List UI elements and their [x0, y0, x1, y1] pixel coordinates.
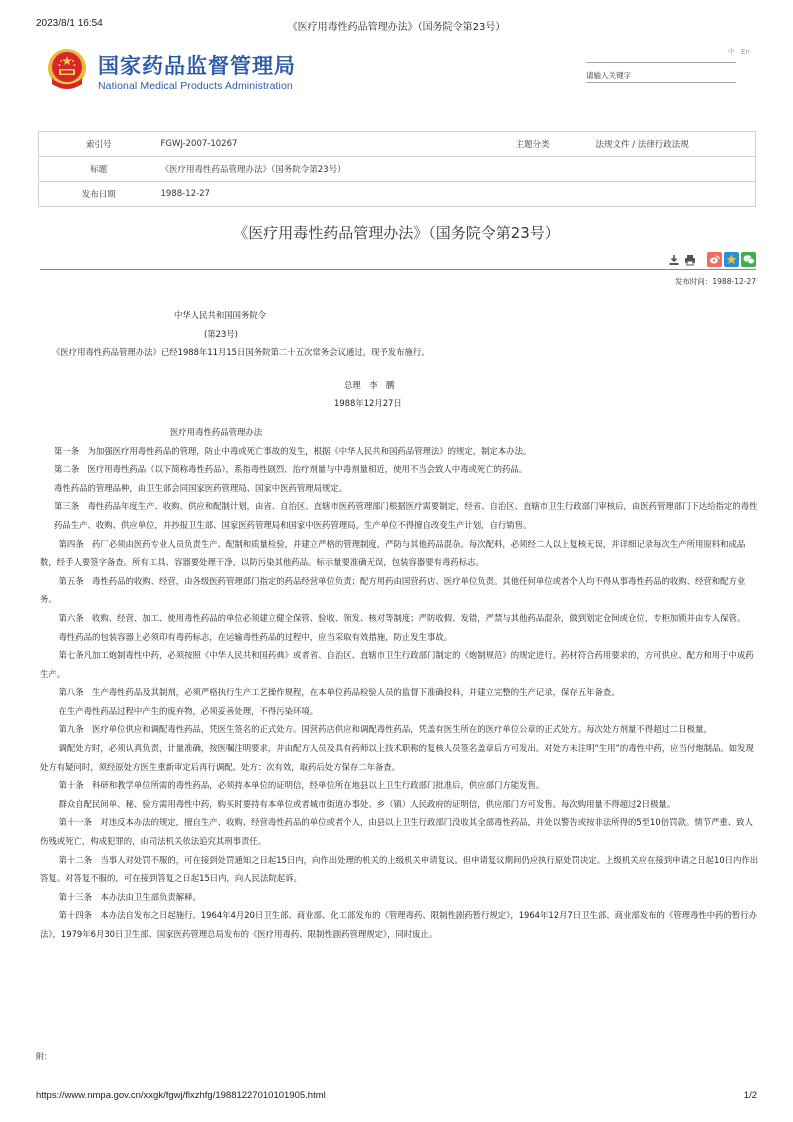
article-7: 第七条凡加工炮制毒性中药，必须按照《中华人民共和国药典》或者省、自治区、直辖市卫生行政部门制定的《炮制规范》的规定进行。药材符合药用要求的，方可供应、配方和用于中成药生产。	[40, 650, 754, 679]
site-name-en[interactable]: National Medical Products Administration	[98, 80, 293, 92]
qzone-icon[interactable]	[724, 252, 739, 267]
article-12: 第十二条 当事人对处罚不服的，可在接到处罚通知之日起15日内，向作出处理的机关的上级机关申请复议。但申请复议期间仍应执行原处罚决定。上级机关应在接到申请之日起10日内作出答复。对答复不服的，可在接到答复之日起15日内，向人民法院起诉。	[40, 854, 759, 884]
page-url[interactable]: https://www.nmpa.gov.cn/xxgk/fgwj/flxzhfg/19881227010101905.html	[36, 1090, 326, 1101]
article-11: 第十一条 对违反本办法的规定，擅自生产、收购、经营毒性药品的单位或者个人，由县以上卫生行政部门没收其全部毒性药品，并处以警告或按非法所得的5至10倍罚款。情节严重、致人伤残或死亡，构成犯罪的，由司法机关依法追究其刑事责任。	[40, 817, 753, 847]
print-page-title: 《医疗用毒性药品管理办法》（国务院令第23号）	[287, 22, 506, 33]
index-value: FGWJ-2007-10267	[160, 139, 238, 149]
category-value: 法规文件 / 法律行政法规	[595, 140, 689, 150]
article-1: 第一条 为加强医疗用毒性药品的管理，防止中毒或死亡事故的发生，根据《中华人民共和国药品管理法》的规定，制定本办法。	[54, 445, 532, 456]
print-header	[36, 18, 757, 32]
weibo-icon[interactable]	[707, 252, 722, 267]
site-name-cn[interactable]: 国家药品监督管理局	[98, 54, 296, 78]
article-6: 第六条 收购、经营、加工、使用毒性药品的单位必须建立健全保管、验收、领发、核对等制度；严防收假、发错，严禁与其他药品混杂，做到划定仓间或仓位，专柜加锁并由专人保管。	[58, 612, 746, 623]
page-number: 1/2	[743, 1090, 757, 1101]
publish-time: 发布时间：1988-12-27	[674, 277, 756, 286]
preamble: 《医疗用毒性药品管理办法》已经1988年11月15日国务院第二十五次常务会议通过，现予发布施行。	[52, 347, 430, 358]
article-2-cont: 毒性药品的管理品种，由卫生部会同国家医药管理局、国家中医药管理局规定。	[54, 482, 348, 493]
category-label: 主题分类	[515, 140, 550, 150]
meta-row	[39, 132, 756, 157]
share-bar	[40, 250, 756, 270]
article-9-cont: 调配处方时，必须认真负责，计量准确，按医嘱注明要求，并由配方人员及具有药师以上技术职称的复核人员签名盖章后方可发出。对处方未注明“生用”的毒性中药，应当付炮制品。如发现处方有疑问时，须经原处方医生重新审定后再行调配。处方：次有效，取药后处方保存二年备查。	[40, 743, 754, 772]
article-8: 第八条 生产毒性药品及其制剂，必须严格执行生产工艺操作规程，在本单位药品检验人员的监督下准确投料，并建立完整的生产记录，保存五年备查。	[58, 687, 620, 698]
title-label: 标题	[39, 157, 159, 182]
title-value: 《医疗用毒性药品管理办法》（国务院令第23号）	[159, 157, 756, 182]
index-label: 索引号	[85, 140, 112, 150]
print-timestamp: 2023/8/1 16:54	[36, 18, 103, 29]
article-5: 第五条 毒性药品的收购、经营，由各级医药管理部门指定的药品经营单位负责；配方用药由国营药店、医疗单位负责。其他任何单位或者个人均不得从事毒性药品的收购、经营和配方业务。	[40, 575, 746, 605]
document-meta-table	[38, 131, 756, 207]
download-icon[interactable]	[667, 252, 681, 267]
signatory: 总理 李 鹏	[344, 379, 395, 390]
meta-row	[39, 182, 756, 207]
article-4: 第四条 药厂必须由医药专业人员负责生产、配制和质量检验，并建立严格的管理制度，严防与其他药品混杂。每次配料，必须经二人以上复核无误，并详细记录每次生产所用原料和成品数，经手人要签字备查。所有工具、容器要处理干净，以防污染其他药品。标示量要准确无误，包装容器要有毒药标志。	[40, 538, 746, 568]
print-footer	[36, 1090, 757, 1101]
article-2: 第二条 医疗用毒性药品（以下简称毒性药品），系指毒性剧烈、治疗剂量与中毒剂量相近，使用不当会致人中毒或死亡的药品。	[54, 464, 528, 475]
article-6-cont: 毒性药品的包装容器上必须印有毒药标志，在运输毒性药品的过程中，应当采取有效措施，防止发生事故。	[58, 631, 453, 642]
sign-date: 1988年12月27日	[334, 398, 402, 409]
article-13: 第十三条 本办法由卫生部负责解释。	[58, 891, 201, 902]
date-value: 1988-12-27	[159, 182, 756, 207]
search-box	[586, 62, 736, 83]
order-issuer: 中华人民共和国国务院令	[174, 310, 267, 320]
document-body	[40, 306, 759, 944]
wechat-icon[interactable]	[741, 252, 756, 267]
article-10-cont: 群众自配民间单、秘、验方需用毒性中药，购买时要持有本单位或者城市街道办事处、乡（镇）人民政府的证明信，供应部门方可发售。每次购用量不得超过2日极量。	[58, 798, 676, 809]
law-title: 医疗用毒性药品管理办法	[170, 426, 263, 437]
national-emblem-icon	[46, 48, 88, 92]
search-input[interactable]	[586, 66, 736, 85]
date-label: 发布日期	[39, 182, 159, 207]
meta-row	[39, 157, 756, 182]
article-9: 第九条 医疗单位供应和调配毒性药品，凭医生签名的正式处方。国营药店供应和调配毒性药品，凭盖有医生所在的医疗单位公章的正式处方。每次处方剂量不得超过二日极量。	[58, 724, 712, 735]
attachment-label: 附：	[36, 1052, 52, 1061]
language-switch	[728, 47, 756, 57]
article-10: 第十条 科研和教学单位所需的毒性药品，必须持本单位的证明信，经单位所在地县以上卫生行政部门批准后，供应部门方能发售。	[58, 780, 545, 791]
document-title: 《医疗用毒性药品管理办法》（国务院令第23号）	[233, 224, 560, 242]
share-icons	[667, 252, 756, 267]
order-number: (第23号)	[204, 328, 238, 339]
lang-cn-link[interactable]: 中	[728, 48, 735, 56]
article-14: 第十四条 本办法自发布之日起施行。1964年4月20日卫生部、商业部、化工部发布的《管理毒药、限制性剧药暂行规定》，1964年12月7日卫生部、商业部发布的《管理毒性中药的暂行办法》，1979年6月30日卫生部、国家医药管理总局发布的《医疗用毒药、限制性剧药管理规定》，同时废止。	[40, 910, 757, 939]
article-8-cont: 在生产毒性药品过程中产生的废弃物，必须妥善处理，不得污染环境。	[58, 705, 319, 716]
print-icon[interactable]	[683, 252, 697, 267]
article-3: 第三条 毒性药品年度生产、收购、供应和配制计划，由省、自治区、直辖市医药管理部门根据医疗需要制定，经省、自治区、直辖市卫生行政部门审核后，由医药管理部门下达给指定的毒性药品生产、收购、供应单位，并抄报卫生部、国家医药管理局和国家中医药管理局。生产单位不得擅自改变生产计划，自行销售。	[54, 501, 758, 530]
lang-en-link[interactable]: En	[741, 48, 750, 56]
